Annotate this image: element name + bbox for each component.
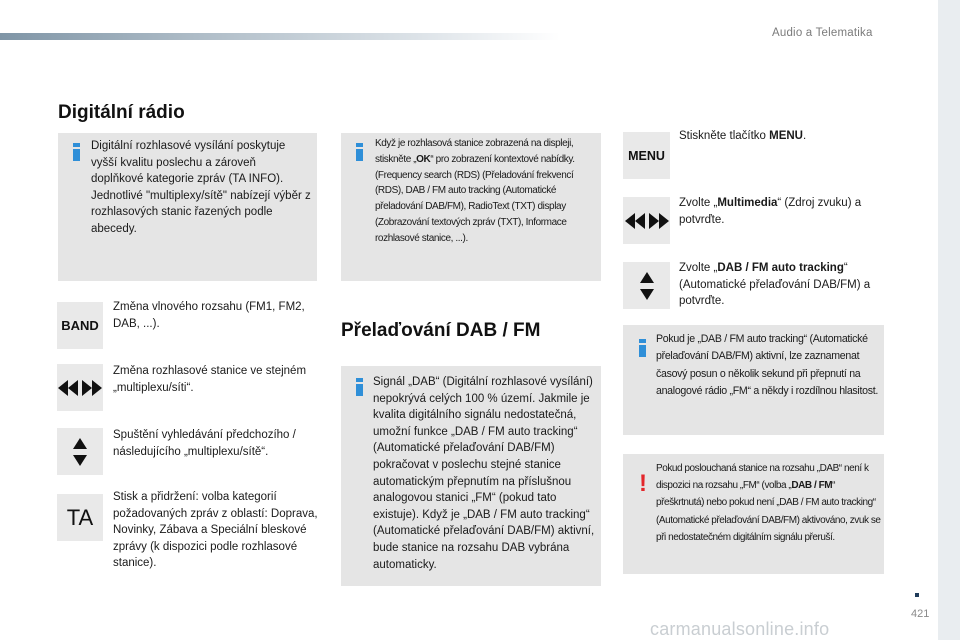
info-icon (639, 339, 646, 356)
up-down-arrows-icon (57, 428, 103, 475)
station-change-text: Změna rozhlasové stanice ve stejném „multiplexu/síti“. (113, 365, 307, 394)
search-text: Spuštění vyhledávání předchozího / následujícího „multiplexu/sítě“. (113, 429, 296, 458)
time-shift-info-box (623, 325, 884, 435)
dab-fm-heading: Přelaďování DAB / FM (341, 320, 541, 341)
signal-loss-warning-box (623, 454, 884, 574)
header-gradient-bar (0, 33, 560, 40)
page-edge-strip (938, 0, 960, 640)
section-title: Audio a Telematika (772, 27, 873, 39)
dab-tracking-step-text: Zvolte „DAB / FM auto tracking“ (Automatické přelaďování DAB/FM) a potvrďte. (679, 262, 871, 308)
watermark: carmanualsonline.info (650, 619, 830, 639)
dab-signal-info-box (341, 366, 601, 586)
band-button-icon: BAND (57, 302, 103, 349)
page-marker (915, 593, 919, 597)
info-icon (356, 143, 363, 160)
up-down-arrows-icon (623, 262, 670, 309)
time-shift-info-text: Pokud je „DAB / FM auto tracking“ (Automatické přelaďování DAB/FM) aktivní, lze zaznamenat časový posun o několik sekund při přepnutí na analogové rádio „FM“ a někdy i rozdílnou hlasitost. (656, 333, 879, 397)
digital-radio-heading: Digitální rádio (58, 102, 185, 123)
warning-icon: ! (639, 470, 647, 497)
multimedia-step-text: Zvolte „Multimedia“ (Zdroj zvuku) a potvrďte. (679, 197, 862, 226)
ta-button-icon: TA (57, 494, 103, 541)
ta-text: Stisk a přidržení: volba kategorií požadovaných zpráv z oblastí: Doprava, Novinky, Zábava a Speciální bleskové zprávy (k dispozici podle rozhlasové stanice). (113, 491, 318, 570)
signal-loss-warning-text: Pokud poslouchaná stanice na rozsahu „DAB“ není k dispozici na rozsahu „FM“ (volba „DAB / FM“ přeškrtnutá) nebo pokud není „DAB / FM auto tracking“ (Automatické přelaďování DAB/FM) aktivováno, zvuk se při nedostatečném digitálním signálu přeruší. (656, 463, 881, 543)
context-menu-info-text: Když je rozhlasová stanice zobrazená na displeji, stiskněte „OK“ pro zobrazení kontextové nabídky. (Frequency search (RDS) (Přeladování frekvencí (RDS), DAB / FM auto tracking (Automatické přeladování DAB/FM), RadioText (TXT) display (Zobrazování textových zpráv (TXT), Informace rozhlasové stanice, ...). (375, 138, 575, 244)
menu-button-icon: MENU (623, 132, 670, 179)
page-number: 421 (911, 608, 930, 620)
menu-step-text: Stiskněte tlačítko MENU. (679, 130, 807, 142)
seek-arrows-icon (57, 364, 103, 411)
digital-info-text: Digitální rozhlasové vysílání poskytuje vyšší kvalitu poslechu a zároveň doplňkové kategorie zpráv (TA INFO). Jednotlivé "multiplexy/sítě" nabízejí výběr z rozhlasových stanic řazených podle abecedy. (91, 140, 311, 235)
context-menu-info-box (341, 133, 601, 281)
info-icon (73, 143, 80, 160)
band-text: Změna vlnového rozsahu (FM1, FM2, DAB, ...). (113, 301, 305, 330)
dab-signal-info-text: Signál „DAB“ (Digitální rozhlasové vysílání) nepokrývá celých 100 % území. Jakmile je kvalita digitálního signálu nedostatečná, umožní funkce „DAB / FM auto tracking“ (Automatické přelaďování DAB/FM) pokračovat v poslechu stejné stanice automatickým přepnutím na příslušnou analogovou stanici „FM“ (pokud tato existuje). Když je „DAB / FM auto tracking“ (Automatické přelaďování DAB/FM) aktivní, bude stanice na rozsahu DAB vybrána automaticky. (373, 376, 595, 571)
seek-arrows-icon (623, 197, 670, 244)
info-icon (356, 378, 363, 395)
digital-info-box (58, 133, 317, 281)
